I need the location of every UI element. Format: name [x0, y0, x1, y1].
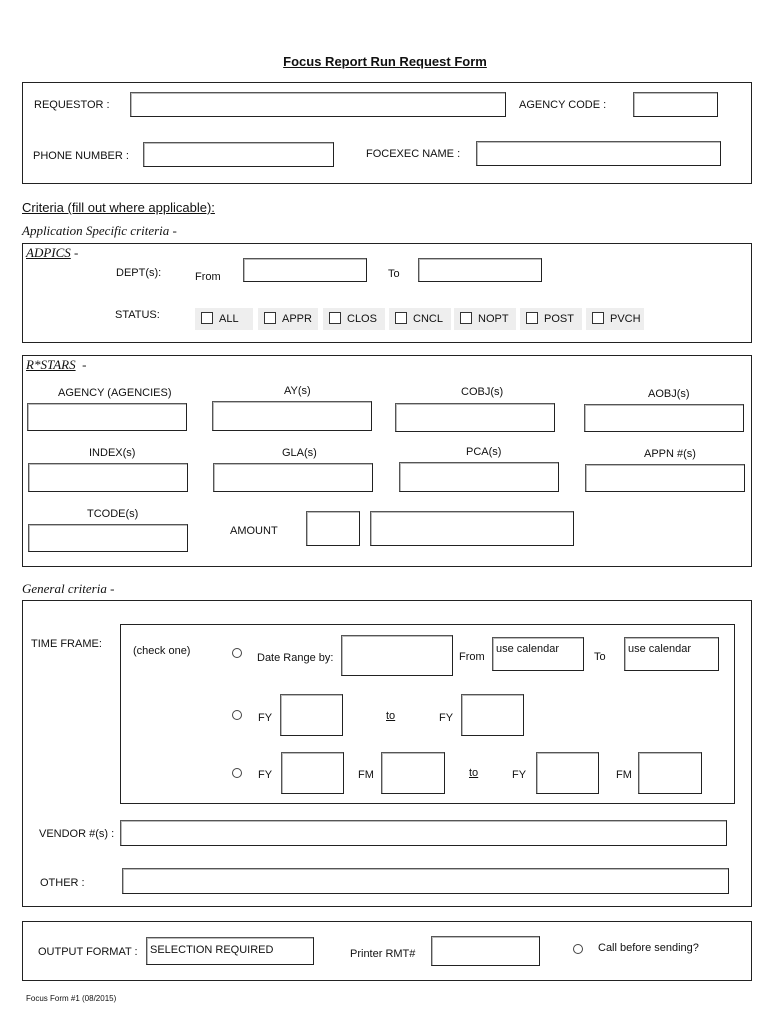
- pca-label: PCA(s): [466, 446, 502, 458]
- fy-fm-to-link: to: [469, 767, 479, 779]
- vendor-input[interactable]: [120, 820, 727, 846]
- checkbox-icon: [264, 312, 276, 324]
- fy-fm-from-fm-input[interactable]: [381, 752, 445, 794]
- focexec-label: FOCEXEC NAME :: [366, 148, 461, 160]
- output-format-label: OUTPUT FORMAT :: [38, 946, 138, 958]
- checkbox-icon: [329, 312, 341, 324]
- index-input[interactable]: [28, 463, 188, 492]
- aobj-label: AOBJ(s): [648, 388, 690, 400]
- focexec-input[interactable]: [476, 141, 721, 166]
- time-frame-label: TIME FRAME:: [31, 638, 102, 650]
- checkbox-icon: [592, 312, 604, 324]
- adpics-dash: -: [74, 245, 79, 260]
- status-option-nopt[interactable]: [454, 308, 516, 330]
- status-option-label: APPR: [282, 313, 312, 325]
- status-option-all[interactable]: [195, 308, 253, 330]
- status-option-pvch[interactable]: [586, 308, 644, 330]
- fy-label-2: FY: [439, 712, 454, 724]
- call-before-radio[interactable]: [573, 944, 583, 954]
- amount-operator-input[interactable]: [306, 511, 360, 546]
- cobj-input[interactable]: [395, 403, 555, 432]
- status-label: STATUS:: [115, 309, 160, 321]
- criteria-heading: Criteria (fill out where applicable):: [22, 200, 215, 215]
- date-to-value: use calendar: [628, 643, 691, 655]
- focexec-value: [477, 142, 720, 147]
- fm-label-2: FM: [616, 769, 632, 781]
- status-option-clos[interactable]: [323, 308, 385, 330]
- checkbox-icon: [201, 312, 213, 324]
- fy-label-4: FY: [512, 769, 527, 781]
- date-to-label: To: [594, 651, 606, 663]
- agency-code-value: [634, 93, 717, 98]
- check-one-label: (check one): [133, 645, 191, 657]
- cobj-label: COBJ(s): [461, 386, 504, 398]
- rstars-title-text: R*STARS: [26, 357, 76, 372]
- tcode-label: TCODE(s): [87, 508, 139, 520]
- phone-input[interactable]: [143, 142, 334, 167]
- date-range-label: Date Range by:: [257, 652, 334, 664]
- call-before-label: Call before sending?: [598, 942, 699, 954]
- date-from-value: use calendar: [496, 643, 559, 655]
- agency-code-label: AGENCY CODE :: [519, 99, 607, 111]
- fy-from-input[interactable]: [280, 694, 343, 736]
- vendor-label: VENDOR #(s) :: [39, 828, 115, 840]
- ay-input[interactable]: [212, 401, 372, 431]
- printer-label: Printer RMT#: [350, 948, 416, 960]
- agency-label: AGENCY (AGENCIES): [58, 387, 172, 399]
- status-option-label: ALL: [219, 313, 239, 325]
- appn-label: APPN #(s): [644, 448, 696, 460]
- status-option-cncl[interactable]: [389, 308, 451, 330]
- app-specific-heading: Application Specific criteria -: [22, 223, 177, 238]
- agency-code-input[interactable]: [633, 92, 718, 117]
- status-option-label: POST: [544, 313, 574, 325]
- amount-label: AMOUNT: [230, 525, 278, 537]
- status-option-label: CLOS: [347, 313, 377, 325]
- gla-input[interactable]: [213, 463, 373, 492]
- fy-fm-to-fy-input[interactable]: [536, 752, 599, 794]
- fy-fm-to-fm-input[interactable]: [638, 752, 702, 794]
- gla-label: GLA(s): [282, 447, 317, 459]
- status-option-post[interactable]: [520, 308, 582, 330]
- form-footer: Focus Form #1 (08/2015): [26, 994, 117, 1003]
- aobj-input[interactable]: [584, 404, 744, 432]
- appn-input[interactable]: [585, 464, 745, 492]
- general-heading: General criteria -: [22, 581, 115, 596]
- fy-to-link: to: [386, 710, 396, 722]
- status-option-label: PVCH: [610, 313, 641, 325]
- fy-to-input[interactable]: [461, 694, 524, 736]
- date-from-label: From: [459, 651, 485, 663]
- other-label: OTHER :: [40, 877, 85, 889]
- rstars-dash: -: [82, 357, 87, 372]
- output-format-select[interactable]: [146, 937, 314, 965]
- date-from-input[interactable]: [492, 637, 584, 671]
- checkbox-icon: [526, 312, 538, 324]
- form-title: Focus Report Run Request Form: [283, 54, 487, 69]
- index-label: INDEX(s): [89, 447, 136, 459]
- pca-input[interactable]: [399, 462, 559, 492]
- ay-label: AY(s): [284, 385, 311, 397]
- date-range-radio[interactable]: [232, 648, 242, 658]
- checkbox-icon: [395, 312, 407, 324]
- adpics-title: [26, 245, 78, 261]
- adpics-title-text: ADPICS: [26, 245, 71, 260]
- dept-to-input[interactable]: [418, 258, 542, 282]
- date-to-input[interactable]: [624, 637, 719, 671]
- fy-label-3: FY: [258, 769, 273, 781]
- dept-from-input[interactable]: [243, 258, 367, 282]
- fy-fm-from-fy-input[interactable]: [281, 752, 344, 794]
- status-option-label: CNCL: [413, 313, 443, 325]
- fy-fm-radio[interactable]: [232, 768, 242, 778]
- requestor-input[interactable]: [130, 92, 506, 117]
- agency-input[interactable]: [27, 403, 187, 431]
- requestor-label: REQUESTOR :: [34, 99, 110, 111]
- fy-label-1: FY: [258, 712, 273, 724]
- date-range-by-input[interactable]: [341, 635, 453, 676]
- rstars-title: [26, 357, 86, 373]
- requestor-value: [131, 93, 505, 98]
- fm-label-1: FM: [358, 769, 374, 781]
- depts-label: DEPT(s):: [116, 267, 162, 279]
- status-option-label: NOPT: [478, 313, 509, 325]
- printer-input[interactable]: [431, 936, 540, 966]
- amount-input[interactable]: [370, 511, 574, 546]
- status-option-appr[interactable]: [258, 308, 318, 330]
- output-format-value: SELECTION REQUIRED: [150, 944, 274, 956]
- dept-to-label: To: [388, 268, 400, 280]
- phone-value: [144, 143, 333, 148]
- other-input[interactable]: [122, 868, 729, 894]
- phone-label: PHONE NUMBER :: [33, 150, 129, 162]
- checkbox-icon: [460, 312, 472, 324]
- fy-range-radio[interactable]: [232, 710, 242, 720]
- dept-from-label: From: [195, 271, 221, 283]
- tcode-input[interactable]: [28, 524, 188, 552]
